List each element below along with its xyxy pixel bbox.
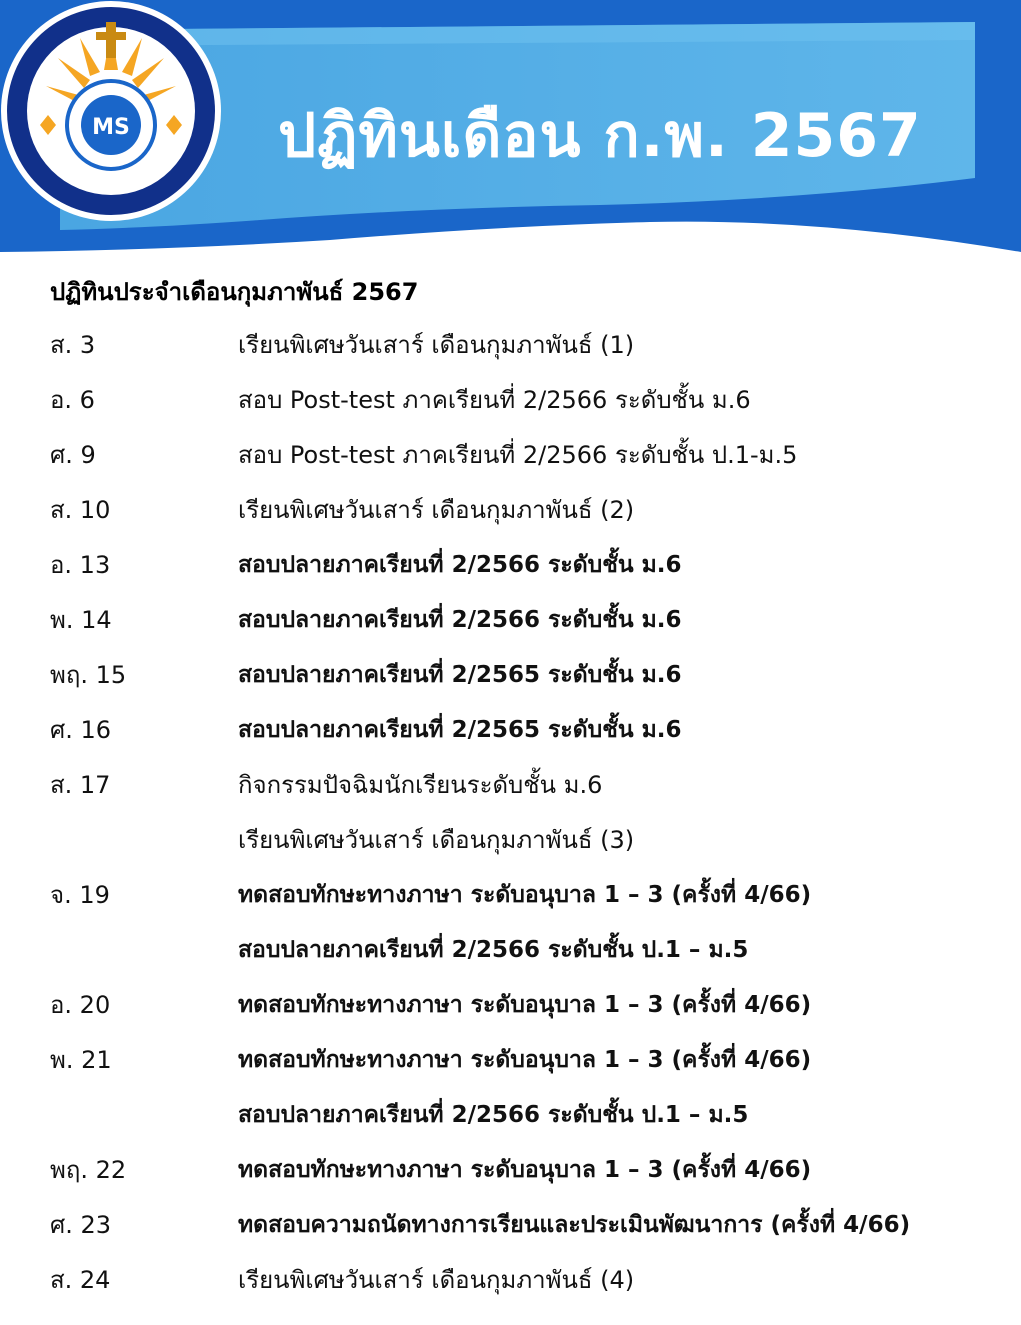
event-row	[50, 375, 1010, 430]
event-list	[50, 320, 1010, 1310]
event-date: ส. 24	[50, 1266, 111, 1294]
event-description: ทดสอบทักษะทางภาษา ระดับอนุบาล 1 – 3 (ครั้งที่ 4/66)	[238, 1157, 812, 1183]
event-row	[50, 1035, 1010, 1090]
event-row	[50, 430, 1010, 485]
event-row	[50, 595, 1010, 650]
event-row	[50, 705, 1010, 760]
event-description: เรียนพิเศษวันเสาร์ เดือนกุมภาพันธ์ (4)	[238, 1266, 635, 1294]
event-row	[50, 1145, 1010, 1200]
header-banner	[0, 0, 1021, 255]
event-date: ศ. 23	[50, 1211, 112, 1239]
event-description: สอบปลายภาคเรียนที่ 2/2565 ระดับชั้น ม.6	[238, 662, 682, 688]
svg-text:MS: MS	[92, 115, 130, 140]
event-date: พ. 14	[50, 606, 112, 634]
event-description: สอบปลายภาคเรียนที่ 2/2566 ระดับชั้น ม.6	[238, 607, 682, 633]
event-description: ทดสอบทักษะทางภาษา ระดับอนุบาล 1 – 3 (ครั้งที่ 4/66)	[238, 882, 812, 908]
event-description: สอบปลายภาคเรียนที่ 2/2565 ระดับชั้น ม.6	[238, 717, 682, 743]
event-description: ทดสอบทักษะทางภาษา ระดับอนุบาล 1 – 3 (ครั้งที่ 4/66)	[238, 1047, 812, 1073]
event-description: เรียนพิเศษวันเสาร์ เดือนกุมภาพันธ์ (1)	[238, 331, 635, 359]
event-date: อ. 6	[50, 386, 95, 414]
event-description: ทดสอบความถนัดทางการเรียนและประเมินพัฒนาการ (ครั้งที่ 4/66)	[238, 1212, 911, 1238]
event-description: เรียนพิเศษวันเสาร์ เดือนกุมภาพันธ์ (2)	[238, 496, 635, 524]
event-description: ทดสอบทักษะทางภาษา ระดับอนุบาล 1 – 3 (ครั้งที่ 4/66)	[238, 992, 812, 1018]
event-date: พฤ. 22	[50, 1156, 127, 1184]
event-date: ศ. 9	[50, 441, 96, 469]
event-row	[50, 870, 1010, 925]
event-row	[50, 980, 1010, 1035]
event-description: สอบปลายภาคเรียนที่ 2/2566 ระดับชั้น ป.1 – ม.5	[238, 937, 749, 963]
event-date: ส. 10	[50, 496, 111, 524]
event-date: ส. 3	[50, 331, 96, 359]
page-title: ปฏิทินเดือน ก.พ. 2567	[278, 101, 922, 171]
event-description: สอบปลายภาคเรียนที่ 2/2566 ระดับชั้น ป.1 – ม.5	[238, 1102, 749, 1128]
school-logo	[0, 0, 222, 222]
event-description: สอบ Post-test ภาคเรียนที่ 2/2566 ระดับชั้น ป.1-ม.5	[238, 441, 798, 469]
event-row	[50, 650, 1010, 705]
event-row	[50, 815, 1010, 870]
event-date: อ. 13	[50, 551, 111, 579]
event-date: พ. 21	[50, 1046, 112, 1074]
event-row	[50, 1090, 1010, 1145]
event-date: ส. 17	[50, 771, 111, 799]
event-row	[50, 540, 1010, 595]
event-row	[50, 760, 1010, 815]
event-date: ศ. 16	[50, 716, 112, 744]
event-row	[50, 485, 1010, 540]
event-description: สอบปลายภาคเรียนที่ 2/2566 ระดับชั้น ม.6	[238, 552, 682, 578]
event-date: อ. 20	[50, 991, 111, 1019]
event-row	[50, 1255, 1010, 1310]
event-description: กิจกรรมปัจฉิมนักเรียนระดับชั้น ม.6	[238, 771, 603, 799]
event-row	[50, 1200, 1010, 1255]
event-description: เรียนพิเศษวันเสาร์ เดือนกุมภาพันธ์ (3)	[238, 826, 635, 854]
event-date: จ. 19	[50, 881, 110, 909]
event-date: พฤ. 15	[50, 661, 127, 689]
event-row	[50, 320, 1010, 375]
calendar-heading: ปฏิทินประจำเดือนกุมภาพันธ์ 2567	[50, 278, 419, 306]
event-row	[50, 925, 1010, 980]
event-description: สอบ Post-test ภาคเรียนที่ 2/2566 ระดับชั้น ม.6	[238, 386, 751, 414]
